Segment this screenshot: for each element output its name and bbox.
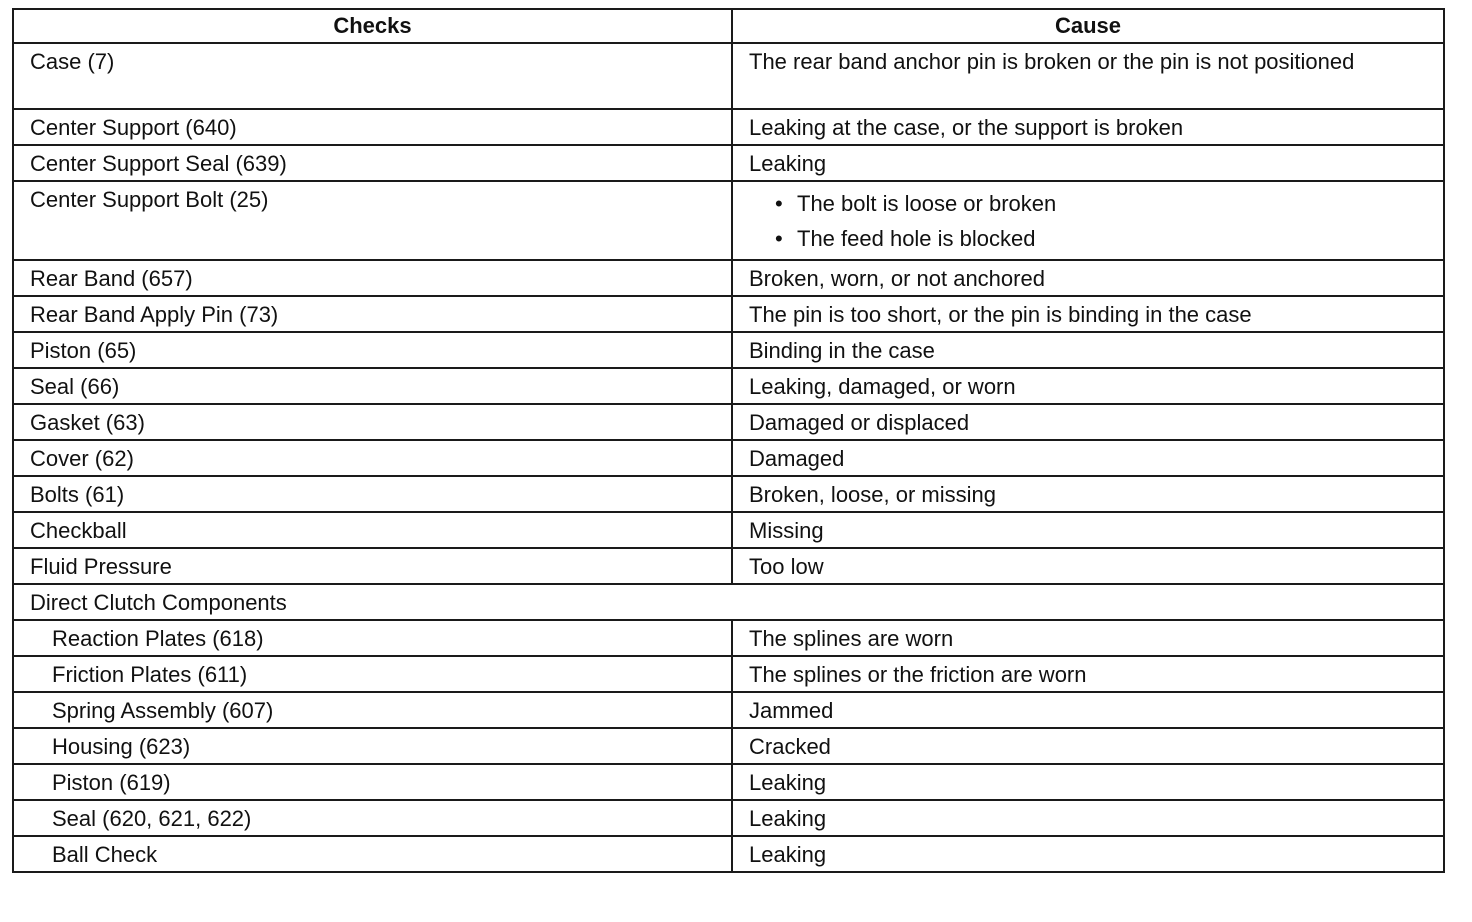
table-row [13,332,1444,368]
cause-cell: Jammed [732,692,1444,728]
table-row [13,620,1444,656]
table-row [13,692,1444,728]
table-row [13,145,1444,181]
diagnosis-table [12,8,1445,873]
cause-cell: Leaking [732,800,1444,836]
table-row [13,181,1444,260]
cause-cell: Missing [732,512,1444,548]
cause-cell: Leaking [732,764,1444,800]
check-cell: Seal (66) [13,368,732,404]
table-row [13,109,1444,145]
table-row [13,728,1444,764]
group-label: Direct Clutch Components [13,584,1444,620]
table-row [13,764,1444,800]
table-row [13,43,1444,109]
cause-cell: The splines or the friction are worn [732,656,1444,692]
cause-cell [732,181,1444,260]
table-row [13,368,1444,404]
table-row [13,656,1444,692]
header-row [13,9,1444,43]
check-cell: Bolts (61) [13,476,732,512]
check-cell: Friction Plates (611) [13,656,732,692]
check-cell: Housing (623) [13,728,732,764]
check-cell: Center Support Seal (639) [13,145,732,181]
table-row [13,512,1444,548]
cause-cell: Damaged [732,440,1444,476]
check-cell: Reaction Plates (618) [13,620,732,656]
check-cell: Spring Assembly (607) [13,692,732,728]
cause-cell: Leaking, damaged, or worn [732,368,1444,404]
cause-cell: The splines are worn [732,620,1444,656]
check-cell: Cover (62) [13,440,732,476]
check-cell: Piston (619) [13,764,732,800]
group-header-row [13,584,1444,620]
cause-cell: Cracked [732,728,1444,764]
cause-cell: Too low [732,548,1444,584]
cause-cell: Leaking [732,836,1444,872]
cause-cell: Broken, loose, or missing [732,476,1444,512]
cause-cell: Binding in the case [732,332,1444,368]
table-row [13,440,1444,476]
check-cell: Checkball [13,512,732,548]
cause-cell: The pin is too short, or the pin is binding in the case [732,296,1444,332]
cause-bullet-item: • The feed hole is blocked [773,221,1427,256]
header-checks: Checks [13,9,732,43]
cause-cell: Leaking [732,145,1444,181]
table-row [13,296,1444,332]
check-cell: Center Support (640) [13,109,732,145]
check-cell: Rear Band Apply Pin (73) [13,296,732,332]
cause-bullet-list [749,186,1427,256]
check-cell: Center Support Bolt (25) [13,181,732,260]
check-cell: Piston (65) [13,332,732,368]
check-cell: Gasket (63) [13,404,732,440]
table-row [13,476,1444,512]
check-cell: Case (7) [13,43,732,109]
table-row [13,836,1444,872]
cause-cell: Broken, worn, or not anchored [732,260,1444,296]
cause-cell: Damaged or displaced [732,404,1444,440]
header-cause: Cause [732,9,1444,43]
table-row [13,260,1444,296]
check-cell: Ball Check [13,836,732,872]
check-cell: Seal (620, 621, 622) [13,800,732,836]
table-row [13,548,1444,584]
table-row [13,404,1444,440]
cause-bullet-item: • The bolt is loose or broken [773,186,1427,221]
cause-cell: The rear band anchor pin is broken or the pin is not positioned [732,43,1444,109]
check-cell: Rear Band (657) [13,260,732,296]
cause-cell: Leaking at the case, or the support is broken [732,109,1444,145]
table-row [13,800,1444,836]
check-cell: Fluid Pressure [13,548,732,584]
